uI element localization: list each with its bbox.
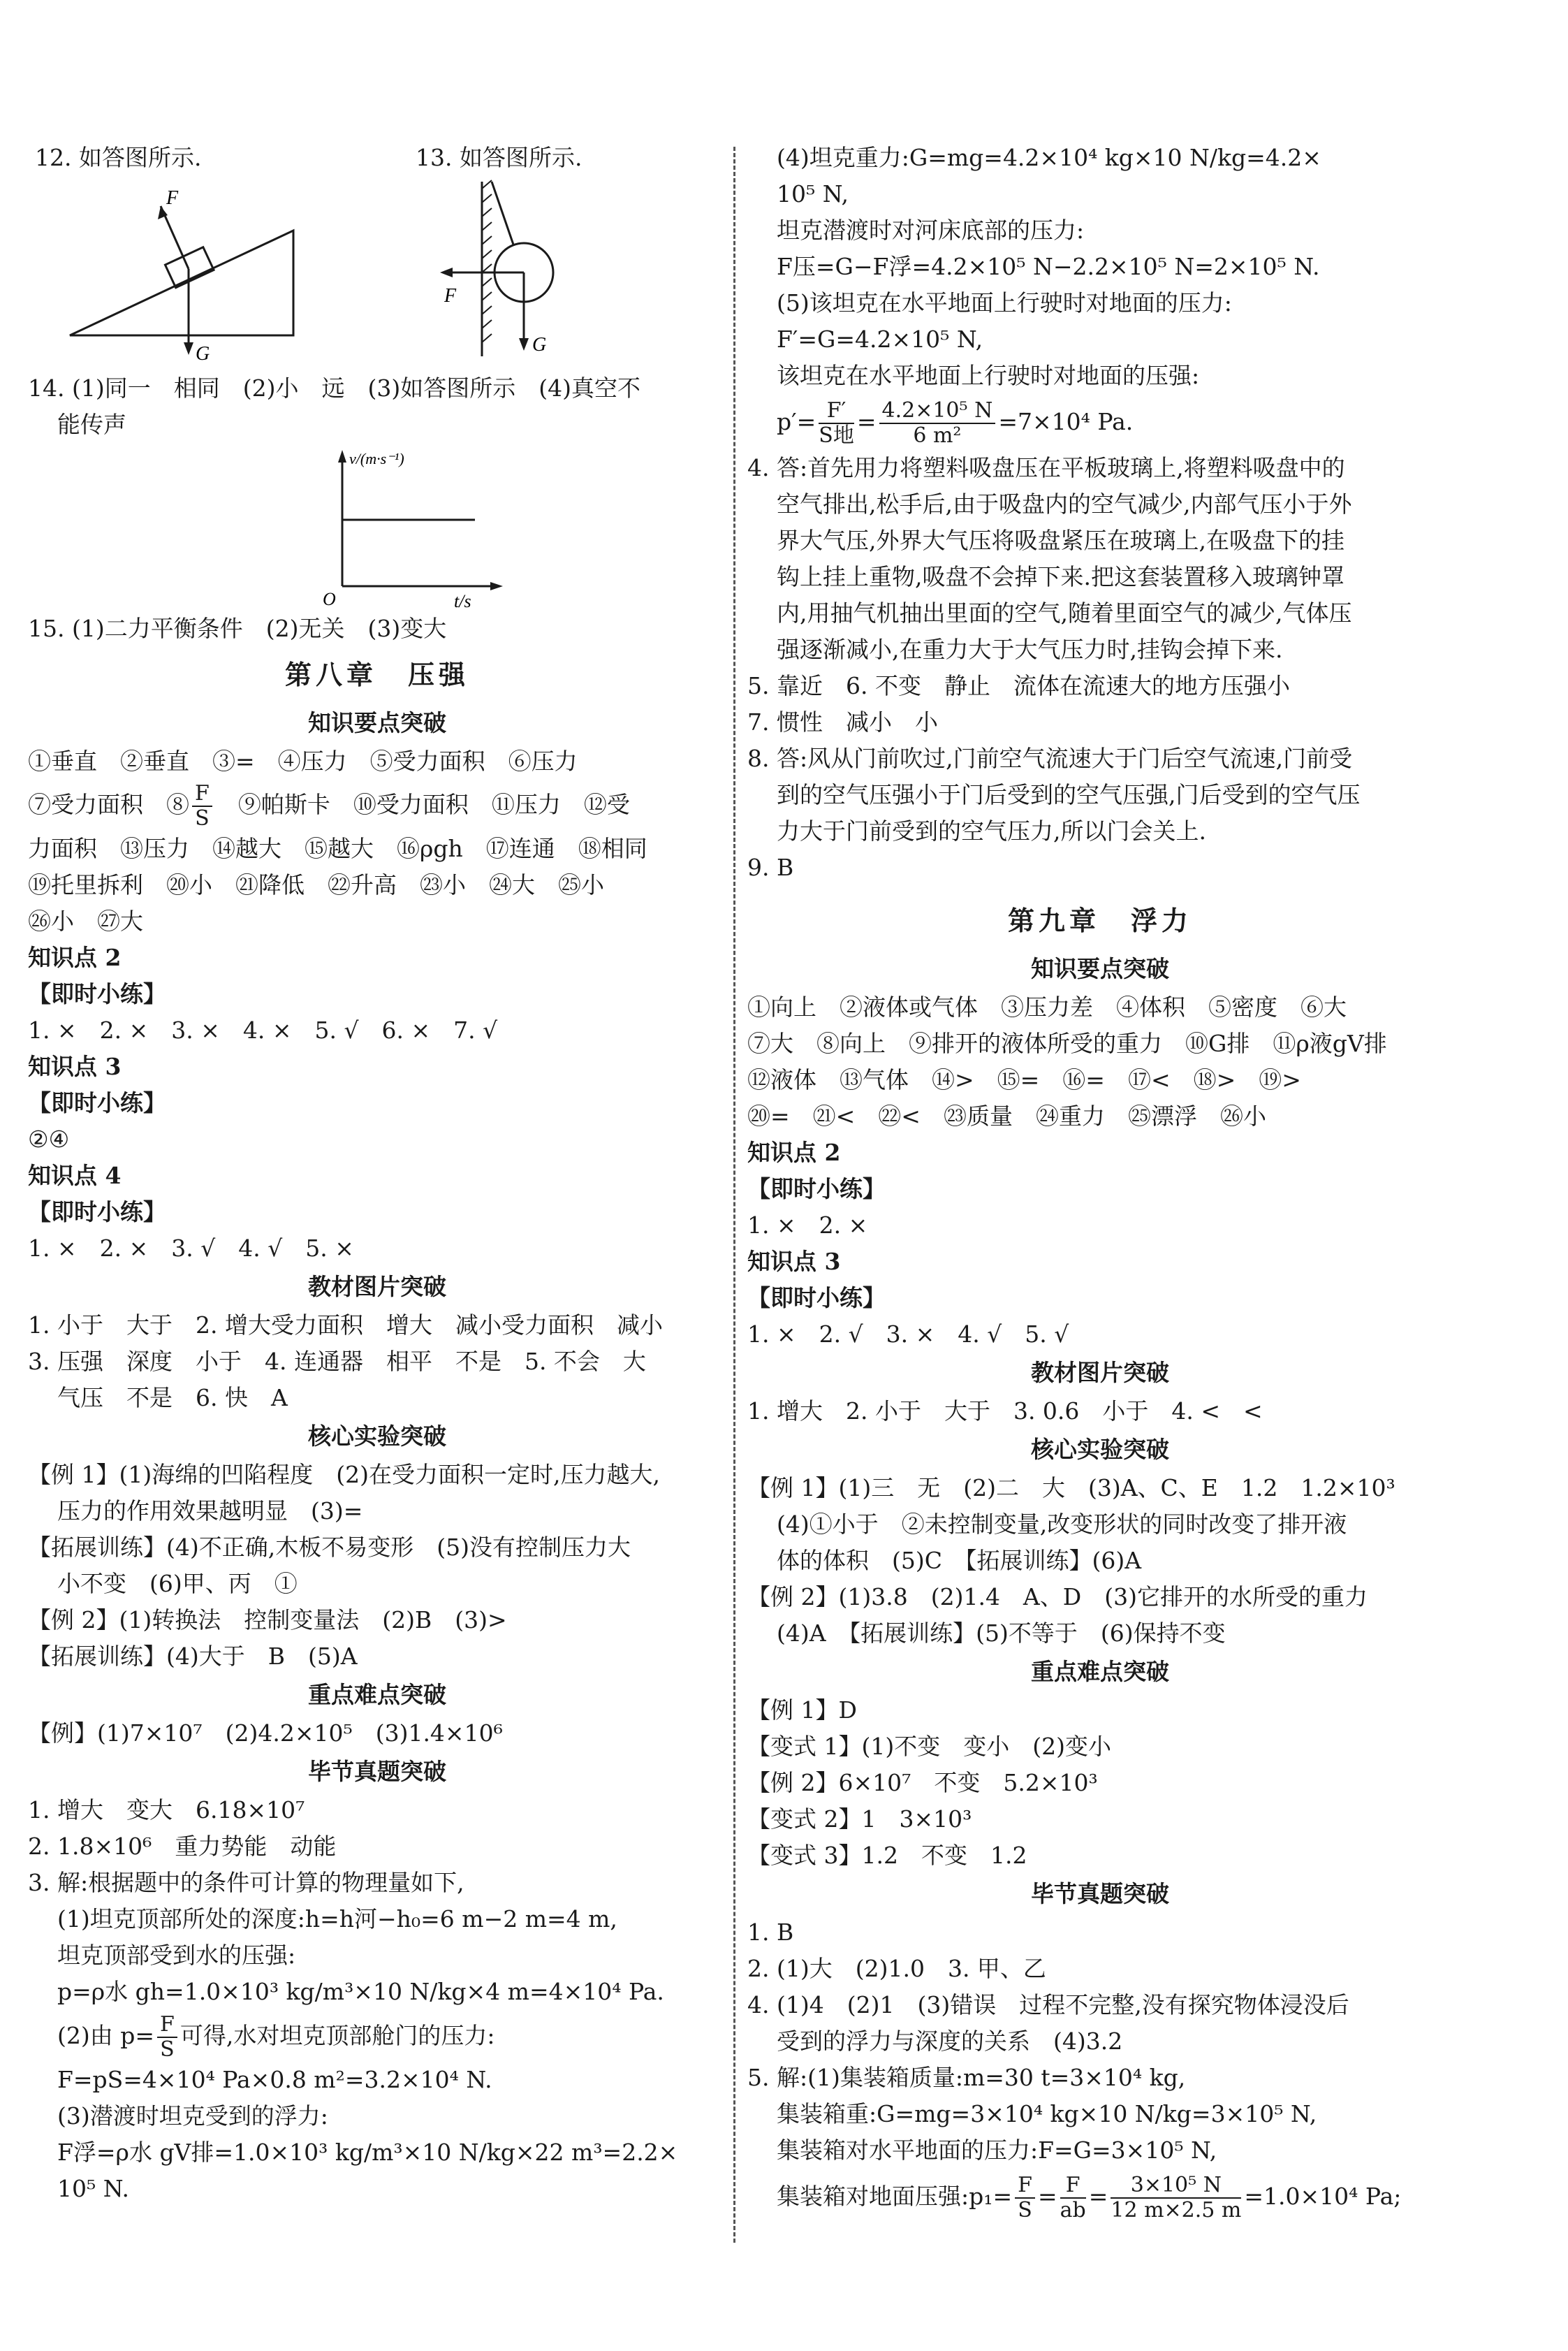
right-bijie-6: 集装箱重:G=mg=3×10⁴ kg×10 N/kg=3×10⁵ N, xyxy=(777,2100,1317,2127)
right-15: 5. 靠近 6. 不变 静止 流体在流速大的地方压强小 xyxy=(747,672,1290,699)
right-keypoint-heading: 重点难点突破 xyxy=(1031,1658,1169,1685)
left-textbook-heading: 教材图片突破 xyxy=(308,1273,446,1300)
bj8-fraction-2 xyxy=(1060,2174,1086,2222)
right-keypoint-1: 【例 1】D xyxy=(747,1696,857,1724)
ch9-knowledge-heading: 知识要点突破 xyxy=(1031,955,1169,982)
right-experiment-heading: 核心实验突破 xyxy=(1031,1436,1169,1463)
vt-ylabel: v/(m·s⁻¹) xyxy=(349,450,404,467)
right-exp-4: 【例 2】(1)3.8 (2)1.4 A、D (3)它排开的水所受的重力 xyxy=(747,1583,1368,1610)
q12-label: 12. 如答图所示. xyxy=(35,144,202,171)
chapter9-title: 第九章 浮力 xyxy=(1007,905,1192,936)
right-bijie-1: 1. B xyxy=(747,1919,794,1946)
left-bijie-3: 3. 解:根据题中的条件可计算的物理量如下, xyxy=(28,1869,464,1896)
r8-num1: F′ xyxy=(819,399,854,424)
right-2: 10⁵ N, xyxy=(777,180,849,208)
left-column xyxy=(28,140,726,2207)
left-experiment-heading: 核心实验突破 xyxy=(308,1422,446,1450)
ch8-knowledge-4: ⑲托里拆利 ⑳小 ㉑降低 ㉒升高 ㉓小 ㉔大 ㉕小 xyxy=(28,871,604,898)
left-kp3-tag: 【即时小练】 xyxy=(28,1089,166,1116)
ch9-knowledge-1: ①向上 ②液体或气体 ③压力差 ④体积 ⑤密度 ⑥大 xyxy=(747,993,1347,1021)
r8-mid: = xyxy=(856,408,877,435)
r8-part-b: =7×10⁴ Pa. xyxy=(998,408,1134,435)
incline-G-label: G xyxy=(196,343,210,363)
left-kp4-tag: 【即时小练】 xyxy=(28,1198,166,1225)
ch8-k2-part-b: ⑨帕斯卡 ⑩受力面积 ⑪压力 ⑫受 xyxy=(214,791,630,818)
right-exp-5: (4)A 【拓展训练】(5)不等于 (6)保持不变 xyxy=(777,1620,1226,1647)
left-exp-2: 压力的作用效果越明显 (3)= xyxy=(57,1497,363,1524)
right-kp2-answers: 1. × 2. × xyxy=(747,1211,868,1239)
left-bijie-heading: 毕节真题突破 xyxy=(308,1758,446,1785)
left-textbook-1: 1. 小于 大于 2. 增大受力面积 增大 减小受力面积 减小 xyxy=(28,1311,663,1339)
bijie-7-part-b: 可得,水对坦克顶部舱门的压力: xyxy=(179,2022,495,2049)
bj8-num2: F xyxy=(1060,2174,1086,2199)
right-1: (4)坦克重力:G=mg=4.2×10⁴ kg×10 N/kg=4.2× xyxy=(777,144,1321,171)
right-13: 内,用抽气机抽出里面的空气,随着里面空气的减少,气体压 xyxy=(777,599,1352,627)
right-8 xyxy=(747,394,1453,450)
left-exp-6: 【拓展训练】(4)大于 B (5)A xyxy=(28,1643,358,1670)
ch8-knowledge-2 xyxy=(28,780,726,831)
right-3: 坦克潜渡时对河床底部的压力: xyxy=(777,217,1085,244)
ch8-knowledge-1: ①垂直 ②垂直 ③= ④压力 ⑤受力面积 ⑥压力 xyxy=(28,748,578,775)
right-kp2-tag: 【即时小练】 xyxy=(747,1175,886,1202)
right-bijie-7: 集装箱对水平地面的压力:F=G=3×10⁵ N, xyxy=(777,2137,1217,2164)
right-16: 7. 惯性 减小 小 xyxy=(747,708,938,736)
left-exp-4: 小不变 (6)甲、丙 ① xyxy=(57,1570,298,1597)
right-11: 界大气压,外界大气压将吸盘紧压在玻璃上,在吸盘下的挂 xyxy=(777,527,1344,554)
right-exp-2: (4)①小于 ②未控制变量,改变形状的同时改变了排开液 xyxy=(777,1511,1347,1538)
bj8-num3: 3×10⁵ N xyxy=(1111,2174,1241,2199)
left-kp2-heading: 知识点 2 xyxy=(28,944,122,971)
q13-label: 13. 如答图所示. xyxy=(416,144,582,171)
bijie-7-part-a: (2)由 p= xyxy=(57,2022,155,2049)
right-exp-1: 【例 1】(1)三 无 (2)二 大 (3)A、C、E 1.2 1.2×10³ xyxy=(747,1474,1395,1501)
right-textbook-heading: 教材图片突破 xyxy=(1031,1359,1169,1386)
figures-12-13 xyxy=(28,140,726,370)
left-kp2-tag: 【即时小练】 xyxy=(28,980,166,1007)
left-kp4-answers: 1. × 2. × 3. √ 4. √ 5. × xyxy=(28,1235,354,1262)
right-7: 该坦克在水平地面上行驶时对地面的压强: xyxy=(777,362,1200,389)
chapter8-title: 第八章 压强 xyxy=(284,659,469,690)
right-bijie-heading: 毕节真题突破 xyxy=(1031,1880,1169,1907)
velocity-time-graph xyxy=(28,443,726,611)
right-19: 力大于门前受到的空气压力,所以门会关上. xyxy=(777,817,1206,845)
left-kp3-answers: ②④ xyxy=(28,1126,70,1153)
ch9-knowledge-4: ⑳= ㉑< ㉒< ㉓质量 ㉔重力 ㉕漂浮 ㉖小 xyxy=(747,1102,1266,1130)
bj8-part-b: =1.0×10⁴ Pa; xyxy=(1244,2183,1402,2210)
right-17: 8. 答:风从门前吹过,门前空气流速大于门后空气流速,门前受 xyxy=(747,745,1353,772)
left-exp-1: 【例 1】(1)海绵的凹陷程度 (2)在受力面积一定时,压力越大, xyxy=(28,1461,660,1488)
bijie-7-den: S xyxy=(160,2037,175,2062)
column-divider xyxy=(733,147,735,2243)
right-4: F压=G−F浮=4.2×10⁵ N−2.2×10⁵ N=2×10⁵ N. xyxy=(777,253,1320,280)
right-bijie-5: 5. 解:(1)集装箱质量:m=30 t=3×10⁴ kg, xyxy=(747,2064,1186,2091)
left-bijie-10: F浮=ρ水 gV排=1.0×10³ kg/m³×10 N/kg×22 m³=2.2× xyxy=(57,2139,678,2166)
left-textbook-2: 3. 压强 深度 小于 4. 连通器 相平 不是 5. 不会 大 xyxy=(28,1348,646,1375)
right-keypoint-2: 【变式 1】(1)不变 变小 (2)变小 xyxy=(747,1733,1111,1760)
right-kp2-heading: 知识点 2 xyxy=(747,1139,841,1166)
right-14: 强逐渐减小,在重力大于大气压力时,挂钩会掉下来. xyxy=(777,636,1283,663)
q14-line-a: 14. (1)同一 相同 (2)小 远 (3)如答图所示 (4)真空不 xyxy=(28,374,640,402)
right-9: 4. 答:首先用力将塑料吸盘压在平板玻璃上,将塑料吸盘中的 xyxy=(747,454,1345,481)
incline-force-diagram xyxy=(56,175,307,363)
left-textbook-3: 气压 不是 6. 快 A xyxy=(57,1384,288,1411)
ch8-knowledge-3: 力面积 ⑬压力 ⑭越大 ⑮越大 ⑯ρgh ⑰连通 ⑱相同 xyxy=(28,835,647,862)
right-kp3-tag: 【即时小练】 xyxy=(747,1284,886,1311)
right-18: 到的空气压强小于门后受到的空气压强,门后受到的空气压 xyxy=(777,781,1361,808)
right-20: 9. B xyxy=(747,854,794,881)
ch8-knowledge-heading: 知识要点突破 xyxy=(308,709,446,736)
right-bijie-2: 2. (1)大 (2)1.0 3. 甲、乙 xyxy=(747,1955,1046,1982)
right-bijie-4: 受到的浮力与深度的关系 (4)3.2 xyxy=(777,2028,1123,2055)
r8-part-a: p′= xyxy=(777,408,816,435)
right-kp3-heading: 知识点 3 xyxy=(747,1248,841,1275)
bj8-den1: S xyxy=(1018,2198,1032,2222)
left-bijie-7 xyxy=(28,2010,726,2062)
left-bijie-9: (3)潜渡时坦克受到的浮力: xyxy=(57,2102,328,2130)
ch8-k2-part-a: ⑦受力面积 ⑧ xyxy=(28,791,189,818)
left-bijie-6: p=ρ水 gh=1.0×10³ kg/m³×10 N/kg×4 m=4×10⁴ Pa. xyxy=(57,1978,664,2005)
r8-num2: 4.2×10⁵ N xyxy=(879,399,996,424)
incline-F-label: F xyxy=(166,187,179,209)
right-keypoint-3: 【例 2】6×10⁷ 不变 5.2×10³ xyxy=(747,1769,1098,1796)
bj8-fraction-3 xyxy=(1111,2174,1241,2222)
left-exp-5: 【例 2】(1)转换法 控制变量法 (2)B (3)> xyxy=(28,1606,507,1633)
right-column xyxy=(747,140,1453,2225)
wall-ball-diagram xyxy=(419,175,587,363)
vt-xlabel: t/s xyxy=(454,591,471,611)
wall-F-label: F xyxy=(444,285,457,307)
right-keypoint-4: 【变式 2】1 3×10³ xyxy=(747,1805,972,1833)
ch8-knowledge-5: ㉖小 ㉗大 xyxy=(28,908,143,935)
q15-line: 15. (1)二力平衡条件 (2)无关 (3)变大 xyxy=(28,615,447,642)
left-bijie-2: 2. 1.8×10⁶ 重力势能 动能 xyxy=(28,1833,337,1860)
q14-line-b: 能传声 xyxy=(57,411,126,438)
bijie-7-num: F xyxy=(157,2013,177,2038)
bj8-fraction-1 xyxy=(1015,2174,1035,2222)
right-10: 空气排出,松手后,由于吸盘内的空气减少,内部气压小于外 xyxy=(777,490,1352,518)
right-keypoint-5: 【变式 3】1.2 不变 1.2 xyxy=(747,1842,1027,1869)
left-exp-3: 【拓展训练】(4)不正确,木板不易变形 (5)没有控制压力大 xyxy=(28,1534,631,1561)
right-6: F′=G=4.2×10⁵ N, xyxy=(777,326,983,353)
ch8-fraction xyxy=(192,782,212,831)
left-kp4-heading: 知识点 4 xyxy=(28,1162,122,1189)
left-kp3-heading: 知识点 3 xyxy=(28,1053,122,1080)
right-bijie-8: 集装箱对地面压强:p₁= $\frac{F}{S}$ = $\frac{F}{ab}$ = $\frac{\text{3×10⁵ N}}{12 m\times 2.5 m}$ =1.0×10⁴ Pa; xyxy=(777,2173,1402,2222)
right-12: 钩上挂上重物,吸盘不会掉下来.把这套装置移入玻璃钟罩 xyxy=(777,563,1344,590)
wall-G-label: G xyxy=(532,334,547,356)
vt-origin: O xyxy=(323,589,336,609)
ch9-knowledge-2: ⑦大 ⑧向上 ⑨排开的液体所受的重力 ⑩G排 ⑪ρ液gV排 xyxy=(747,1030,1387,1057)
left-bijie-1: 1. 增大 变大 6.18×10⁷ xyxy=(28,1796,305,1824)
right-exp-3: 体的体积 (5)C 【拓展训练】(6)A xyxy=(777,1547,1142,1574)
right-kp3-answers: 1. × 2. √ 3. × 4. √ 5. √ xyxy=(747,1320,1069,1348)
bijie-7-fraction xyxy=(157,2013,177,2062)
left-keypoint-1: 【例】(1)7×10⁷ (2)4.2×10⁵ (3)1.4×10⁶ xyxy=(28,1719,503,1747)
r8-fraction-1 xyxy=(819,399,854,448)
left-kp2-answers: 1. × 2. × 3. × 4. × 5. √ 6. × 7. √ xyxy=(28,1017,498,1044)
ch8-frac-den: S xyxy=(195,806,210,831)
ch8-frac-num: F xyxy=(192,782,212,807)
bj8-den3: 12 m×2.5 m xyxy=(1111,2198,1242,2222)
r8-fraction-2 xyxy=(879,399,996,448)
r8-den2: 6 m² xyxy=(913,423,962,448)
bj8-num1: F xyxy=(1015,2174,1035,2199)
bj8-part-a: 集装箱对地面压强:p₁= xyxy=(777,2183,1013,2210)
left-bijie-8: F=pS=4×10⁴ Pa×0.8 m²=3.2×10⁴ N. xyxy=(57,2066,492,2093)
left-keypoint-heading: 重点难点突破 xyxy=(308,1681,446,1708)
r8-den1: S地 xyxy=(819,423,854,448)
bj8-den2: ab xyxy=(1060,2198,1086,2222)
right-bijie-3: 4. (1)4 (2)1 (3)错误 过程不完整,没有探究物体浸没后 xyxy=(747,1991,1349,2018)
ch9-knowledge-3: ⑫液体 ⑬气体 ⑭> ⑮= ⑯= ⑰< ⑱> ⑲> xyxy=(747,1066,1301,1093)
left-bijie-5: 坦克顶部受到水的压强: xyxy=(57,1942,296,1969)
left-bijie-11: 10⁵ N. xyxy=(57,2175,129,2202)
right-textbook-1: 1. 增大 2. 小于 大于 3. 0.6 小于 4. < < xyxy=(747,1397,1263,1425)
right-5: (5)该坦克在水平地面上行驶时对地面的压力: xyxy=(777,289,1232,316)
left-bijie-4: (1)坦克顶部所处的深度:h=h河−h₀=6 m−2 m=4 m, xyxy=(57,1905,617,1933)
